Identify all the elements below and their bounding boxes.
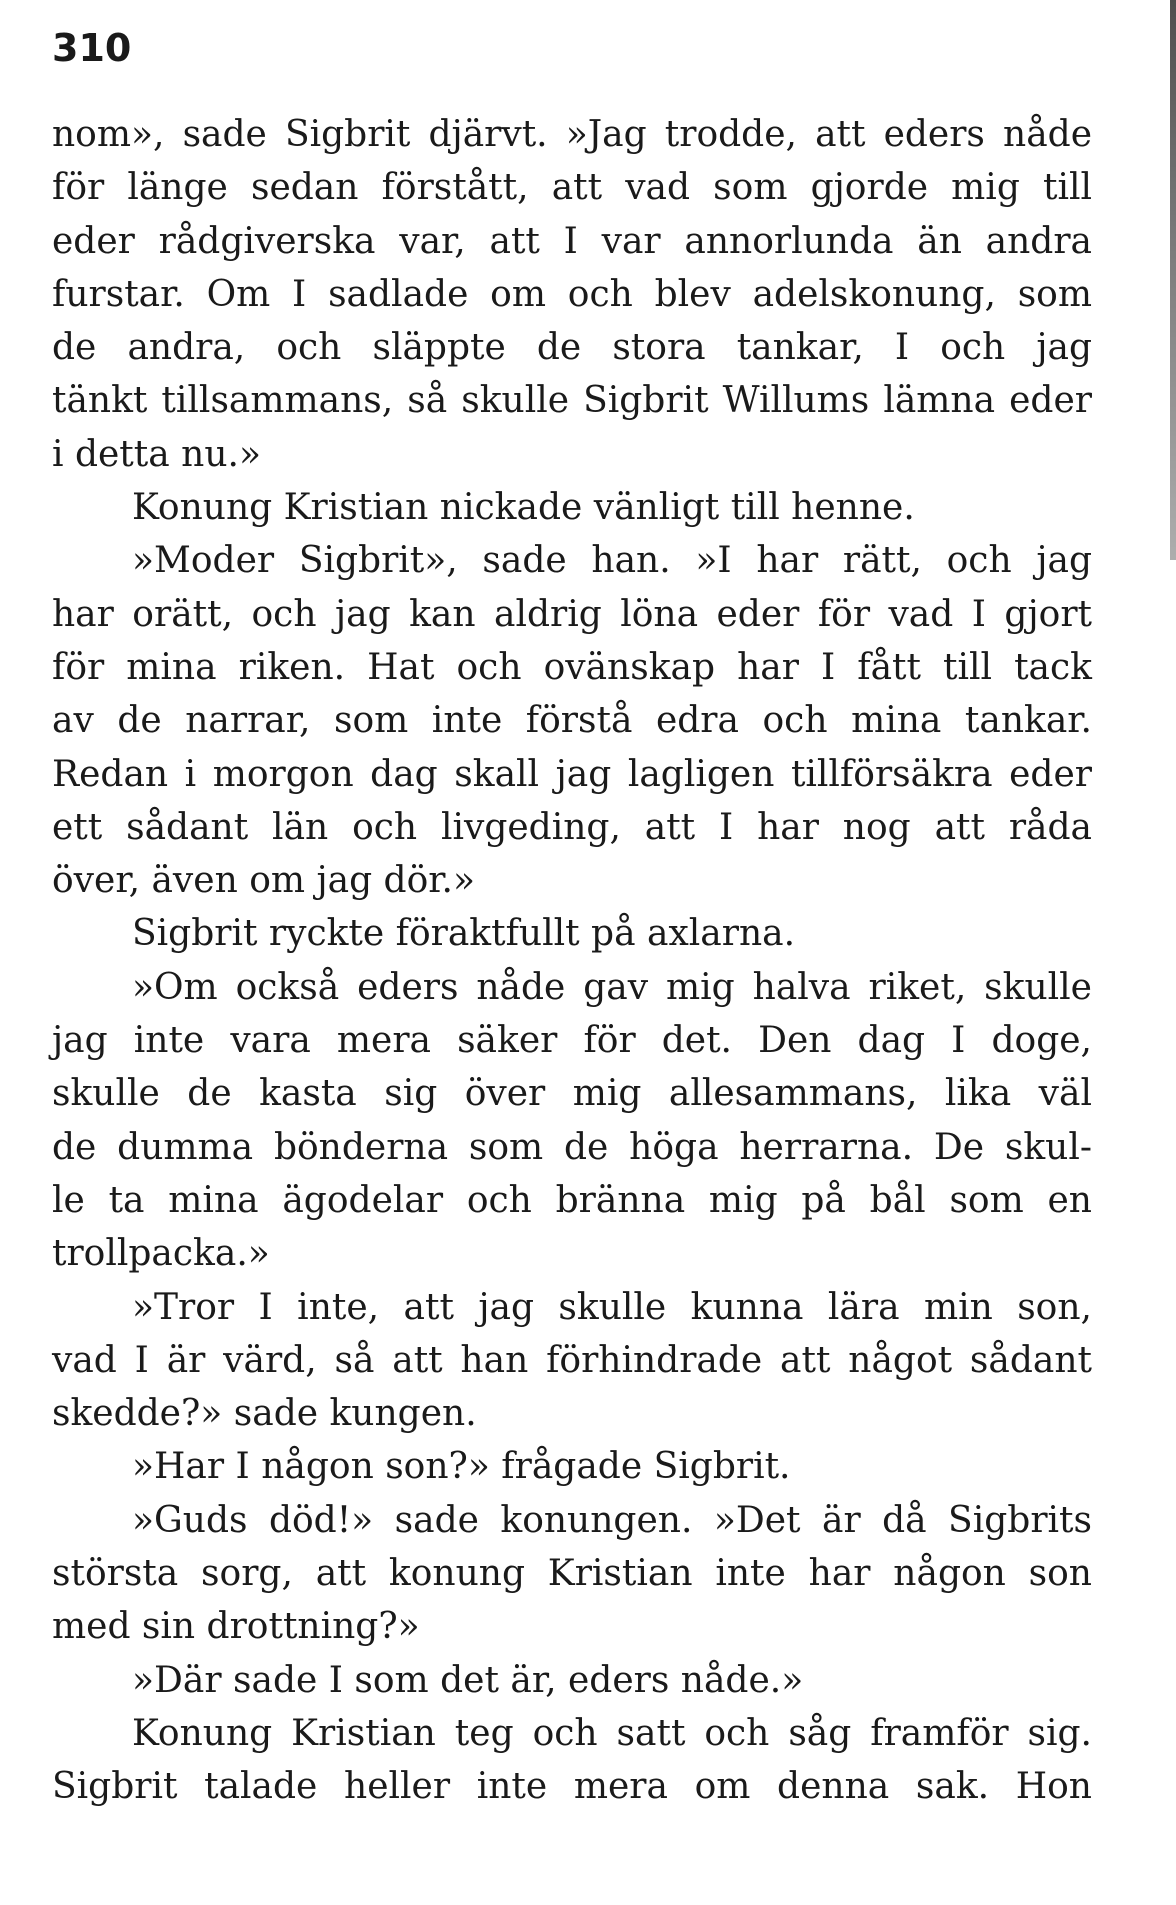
text-line: »Guds död!» sade konungen. »Det är då Sigbrits: [132, 1499, 1092, 1541]
body-text: [52, 108, 1092, 1814]
text-line: Sigbrit ryckte föraktfullt på axlarna.: [132, 913, 796, 955]
text-line: har orätt, och jag kan aldrig löna eder för vad I gjort: [52, 593, 1092, 635]
text-line: skulle de kasta sig över mig allesammans, lika väl: [52, 1073, 1092, 1115]
text-line: »Om också eders nåde gav mig halva riket, skulle: [132, 966, 1092, 1008]
text-line: furstar. Om I sadlade om och blev adelskonung, som: [52, 273, 1092, 315]
text-line: trollpacka.»: [52, 1233, 270, 1275]
text-line: »Tror I inte, att jag skulle kunna lära min son,: [132, 1286, 1092, 1328]
text-line: för länge sedan förstått, att vad som gjorde mig till: [52, 167, 1092, 209]
text-line: »Där sade I som det är, eders nåde.»: [132, 1659, 804, 1701]
text-line: Konung Kristian teg och satt och såg framför sig.: [132, 1712, 1092, 1754]
text-line: eder rådgiverska var, att I var annorlunda än andra: [52, 220, 1092, 262]
text-line: med sin drottning?»: [52, 1606, 420, 1648]
text-line: vad I är värd, så att han förhindrade att något sådant: [52, 1339, 1092, 1381]
text-line: »Har I någon son?» frågade Sigbrit.: [132, 1446, 791, 1488]
text-line: de andra, och släppte de stora tankar, I och jag: [52, 327, 1092, 369]
text-line: de dumma bönderna som de höga herrarna. De skul-: [52, 1126, 1092, 1168]
text-line: le ta mina ägodelar och bränna mig på bål som en: [52, 1179, 1092, 1221]
text-line: för mina riken. Hat och ovänskap har I fått till tack: [52, 646, 1092, 688]
text-line: ett sådant län och livgeding, att I har nog att råda: [52, 806, 1092, 848]
text-line: Konung Kristian nickade vänligt till henne.: [132, 487, 915, 529]
text-line: nom», sade Sigbrit djärvt. »Jag trodde, att eders nåde: [52, 114, 1092, 155]
text-line: tänkt tillsammans, så skulle Sigbrit Willums lämna eder: [52, 380, 1092, 422]
page-number: 310: [52, 26, 132, 70]
text-line: »Moder Sigbrit», sade han. »I har rätt, och jag: [132, 540, 1092, 582]
text-line: Redan i morgon dag skall jag lagligen tillförsäkra eder: [52, 753, 1092, 795]
page-edge-shadow: [1170, 0, 1176, 560]
text-line: över, även om jag dör.»: [52, 860, 475, 902]
text-line: skedde?» sade kungen.: [52, 1393, 477, 1435]
text-line: största sorg, att konung Kristian inte har någon son: [52, 1553, 1092, 1595]
text-line: av de narrar, som inte förstå edra och mina tankar.: [52, 700, 1092, 742]
text-line: i detta nu.»: [52, 433, 261, 475]
text-line: Sigbrit talade heller inte mera om denna sak. Hon: [52, 1766, 1092, 1808]
text-line: jag inte vara mera säker för det. Den dag I doge,: [52, 1020, 1092, 1062]
